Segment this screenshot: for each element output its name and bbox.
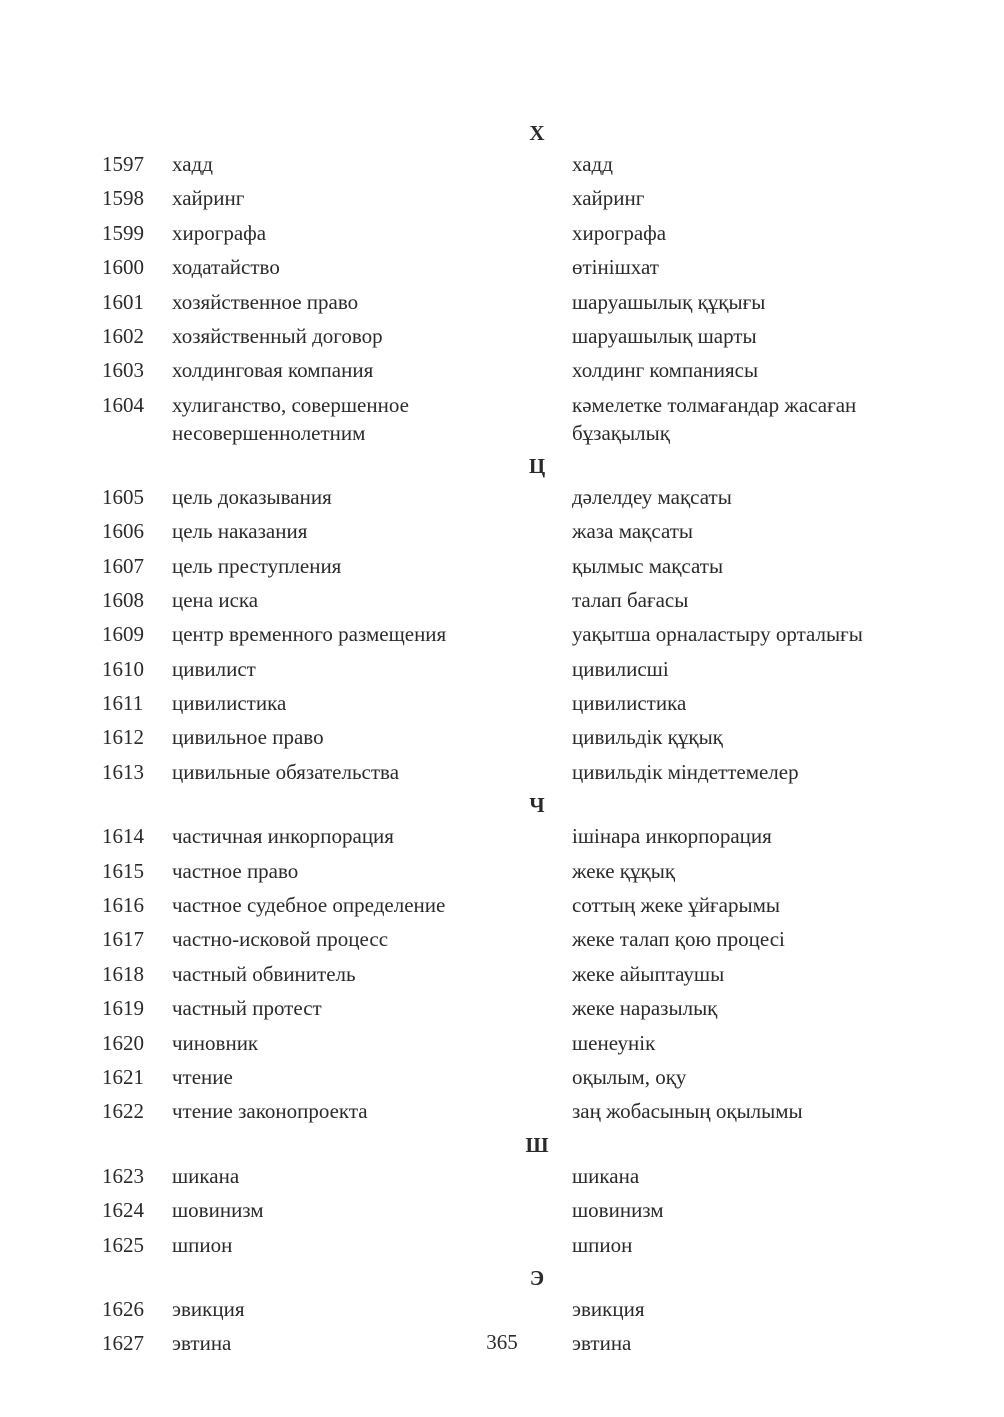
entry-kazakh-term: шикана [572,1163,640,1188]
glossary-entry [0,148,1004,182]
glossary-entry [0,1061,1004,1095]
glossary-entry [0,721,1004,755]
glossary-content [0,118,1004,1362]
entry-russian-term: частный протест [172,996,322,1021]
glossary-entry [0,1229,1004,1263]
entry-russian-term: цивилистика [172,691,287,716]
entry-russian-term: чтение [172,1064,233,1089]
entry-number: 1619 [102,996,144,1021]
glossary-entry [0,515,1004,549]
entry-number: 1609 [102,622,144,647]
glossary-entry [0,889,1004,923]
entry-number: 1617 [102,927,144,952]
entry-number: 1607 [102,553,144,578]
entry-number: 1597 [102,152,144,176]
entry-kazakh-term: цивилистика [572,691,687,716]
glossary-entry [0,217,1004,251]
glossary-entry [0,855,1004,889]
entry-number: 1622 [102,1099,144,1124]
entry-number: 1603 [102,358,144,383]
entry-russian-term: частное судебное определение [172,893,446,918]
section-letter: Э [529,1265,545,1290]
entry-number: 1618 [102,961,144,986]
entry-number: 1626 [102,1296,144,1321]
entry-russian-term: цивильное право [172,725,324,750]
entry-kazakh-term: хирографа [572,220,667,245]
section-letter: Ш [525,1132,549,1157]
entry-number: 1615 [102,858,144,883]
glossary-entry [0,286,1004,320]
entry-number: 1604 [102,392,144,417]
glossary-entry [0,1027,1004,1061]
entry-number: 1612 [102,725,144,750]
entry-number: 1600 [102,255,144,280]
entry-russian-term: частное право [172,858,299,883]
entry-kazakh-term: эвтина [572,1331,632,1356]
entry-russian-term: цивильные обязательства [172,759,400,784]
entry-kazakh-term: кәмелетке толмағандар жасаған бұзақылық [572,392,857,445]
entry-kazakh-term: шовинизм [572,1198,664,1223]
entry-number: 1601 [102,289,144,314]
entry-russian-term: частичная инкорпорация [172,824,394,849]
entry-number: 1625 [102,1232,144,1257]
glossary-entry [0,182,1004,216]
glossary-entry [0,481,1004,515]
glossary-entry [0,550,1004,584]
entry-number: 1599 [102,220,144,245]
glossary-entry [0,820,1004,854]
entry-kazakh-term: қылмыс мақсаты [572,553,724,578]
glossary-entry [0,1160,1004,1194]
entry-number: 1627 [102,1331,144,1356]
glossary-entry [0,1293,1004,1327]
entry-kazakh-term: холдинг компаниясы [572,358,759,383]
entry-number: 1602 [102,323,144,348]
entry-russian-term: шикана [172,1163,240,1188]
entry-kazakh-term: хадд [572,152,613,176]
entry-kazakh-term: өтінішхат [572,255,659,280]
entry-number: 1598 [102,186,144,211]
entry-russian-term: холдинговая компания [172,358,374,383]
entry-kazakh-term: заң жобасының оқылымы [572,1099,803,1124]
entry-kazakh-term: шаруашылық шарты [572,323,757,348]
entry-kazakh-term: жаза мақсаты [572,519,694,544]
entry-kazakh-term: жеке құқық [572,858,676,883]
entry-kazakh-term: шаруашылық құқығы [572,289,766,314]
entry-kazakh-term: ішінара инкорпорация [572,824,772,849]
entry-number: 1605 [102,484,144,509]
glossary-entry [0,756,1004,790]
entry-kazakh-term: жеке наразылық [572,996,718,1021]
entry-kazakh-term: жеке талап қою процесі [572,927,785,952]
glossary-entry [0,1095,1004,1129]
entry-russian-term: хулиганство, совершенное несовершеннолетним [172,392,409,445]
entry-kazakh-term: оқылым, оқу [572,1064,687,1089]
entry-kazakh-term: шпион [572,1232,633,1257]
glossary-entry [0,618,1004,652]
glossary-entry [0,923,1004,957]
entry-number: 1621 [102,1064,144,1089]
entry-russian-term: хозяйственное право [172,289,359,314]
entry-number: 1613 [102,759,144,784]
glossary-entry [0,687,1004,721]
entry-russian-term: чиновник [172,1030,259,1055]
section-letter: Ц [528,453,546,478]
entry-number: 1614 [102,824,144,849]
entry-russian-term: шовинизм [172,1198,264,1223]
entry-russian-term: хадд [172,152,213,176]
entry-russian-term: цель наказания [172,519,308,544]
glossary-entry [0,584,1004,618]
glossary-entry [0,389,1004,451]
entry-kazakh-term: соттың жеке ұйғарымы [572,893,780,918]
entry-number: 1620 [102,1030,144,1055]
entry-kazakh-term: эвикция [572,1296,645,1321]
glossary-entry [0,354,1004,388]
section-letter: Х [529,121,545,145]
entry-number: 1623 [102,1163,144,1188]
entry-number: 1608 [102,587,144,612]
section-3 [0,1130,1004,1263]
entry-kazakh-term: талап бағасы [572,587,689,612]
entry-russian-term: хозяйственный договор [172,323,383,348]
entry-russian-term: цена иска [172,587,259,612]
entry-russian-term: хирографа [172,220,267,245]
entry-kazakh-term: хайринг [572,186,645,211]
entry-kazakh-term: дәлелдеу мақсаты [572,484,732,509]
entry-kazakh-term: жеке айыптаушы [572,961,725,986]
entry-russian-term: цель преступления [172,553,342,578]
glossary-entry [0,992,1004,1026]
section-1 [0,451,1004,791]
entry-russian-term: чтение законопроекта [172,1099,368,1124]
section-letter: Ч [529,793,545,818]
entry-russian-term: частно-исковой процесс [172,927,389,952]
entry-kazakh-term: цивилисші [572,656,669,681]
entry-kazakh-term: шенеунік [572,1030,656,1055]
entry-number: 1606 [102,519,144,544]
entry-number: 1624 [102,1198,144,1223]
entry-russian-term: частный обвинитель [172,961,356,986]
glossary-entry [0,653,1004,687]
entry-kazakh-term: уақытша орналастыру орталығы [572,622,863,647]
entry-russian-term: цель доказывания [172,484,332,509]
entry-russian-term: шпион [172,1232,233,1257]
section-2 [0,790,1004,1130]
glossary-entry [0,251,1004,285]
entry-number: 1611 [102,691,144,716]
page-number: 365 [486,1330,518,1354]
section-0 [0,118,1004,451]
glossary-entry [0,1194,1004,1228]
entry-russian-term: ходатайство [172,255,280,280]
entry-kazakh-term: цивильдік құқық [572,725,723,750]
glossary-entry [0,958,1004,992]
entry-kazakh-term: цивильдік міндеттемелер [572,759,799,784]
entry-russian-term: эвтина [172,1331,232,1356]
entry-number: 1610 [102,656,144,681]
entry-russian-term: эвикция [172,1296,245,1321]
entry-russian-term: цивилист [172,656,256,681]
entry-number: 1616 [102,893,144,918]
entry-russian-term: центр временного размещения [172,622,447,647]
entry-russian-term: хайринг [172,186,245,211]
glossary-entry [0,320,1004,354]
